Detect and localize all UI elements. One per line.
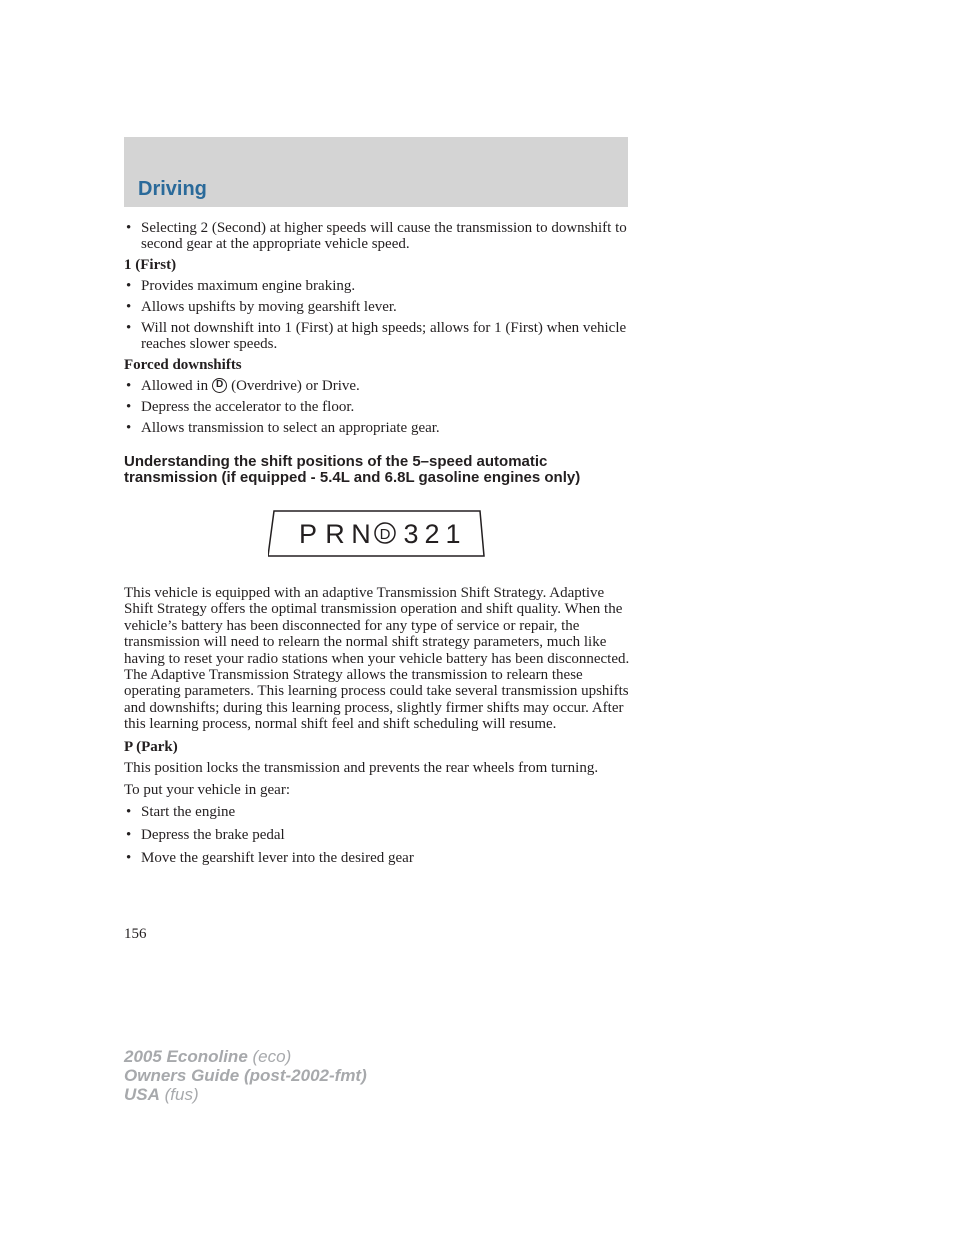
gear-label-r: R [325, 519, 345, 549]
shift-positions-heading-line: transmission (if equipped - 5.4L and 6.8L gasoline engines only) [124, 469, 581, 486]
list-item-text: (Overdrive) or Drive. [231, 378, 360, 394]
gear-label-3: 3 [403, 519, 419, 549]
overdrive-icon [212, 378, 227, 393]
footer-market: USA [124, 1085, 160, 1104]
list-item: • Move the gearshift lever into the desired gear [124, 850, 630, 866]
list-item: • Will not downshift into 1 (First) at high speeds; allows for 1 (First) when vehicle reaches slower speeds. [124, 320, 630, 352]
gear-label-n: N [351, 519, 371, 549]
list-item: • Allows transmission to select an appropriate gear. [124, 420, 630, 436]
gear-label-d: D [379, 526, 391, 543]
list-item: • Selecting 2 (Second) at higher speeds will cause the transmission to downshift to second gear at the appropriate vehicle speed. [124, 220, 630, 252]
footer-guide: Owners Guide (post-2002-fmt) [124, 1066, 367, 1085]
list-item: • Provides maximum engine braking. [124, 278, 630, 294]
list-item: • Start the engine [124, 804, 630, 820]
gear-label-2: 2 [424, 519, 440, 549]
park-paragraph: This position locks the transmission and prevents the rear wheels from turning. [124, 759, 599, 776]
section-title: Driving [138, 178, 207, 200]
shift-positions-heading-line: Understanding the shift positions of the 5–speed automatic [124, 453, 548, 470]
footer-model-code: (eco) [252, 1047, 292, 1066]
subheading-park: P (Park) [124, 738, 178, 755]
gear-label-1: 1 [445, 519, 461, 549]
shift-positions-heading [124, 454, 630, 486]
subheading-first: 1 (First) [124, 257, 177, 273]
footer-model: 2005 Econoline [124, 1047, 248, 1066]
section-header-band [124, 137, 628, 207]
footer-line [124, 1085, 367, 1104]
adaptive-strategy-paragraph: This vehicle is equipped with an adaptive Transmission Shift Strategy. Adaptive Shift Strategy offers the optimal transmission operation and shift quality. When the vehicle’s battery has been disconnected for any type of service or repair, the transmission will need to relearn the normal shift strategy parameters, much like having to reset your radio stations when your vehicle battery has been disconnected. The Adaptive Transmission Strategy allows the transmission to relearn these operating parameters. This learning process could take several transmission upshifts and downshifts; during this learning process, slightly firmer shifts may occur. After this learning process, normal shift feel and shift scheduling will resume. [124, 585, 630, 733]
list-item-text: Allowed in [141, 378, 209, 394]
subheading-forced-downshifts: Forced downshifts [124, 357, 242, 373]
footer-line [124, 1066, 367, 1085]
list-item: • Depress the brake pedal [124, 827, 630, 843]
gear-label-p: P [298, 519, 318, 549]
list-item: • Depress the accelerator to the floor. [124, 399, 630, 415]
gear-intro-paragraph: To put your vehicle in gear: [124, 781, 290, 798]
document-footer [124, 1047, 367, 1104]
page-number: 156 [124, 926, 147, 942]
footer-line [124, 1047, 367, 1066]
gear-selector-graphic [268, 509, 486, 559]
list-item [124, 378, 630, 394]
footer-market-code: (fus) [164, 1085, 199, 1104]
list-item: • Allows upshifts by moving gearshift lever. [124, 299, 630, 315]
page-content [124, 220, 630, 871]
